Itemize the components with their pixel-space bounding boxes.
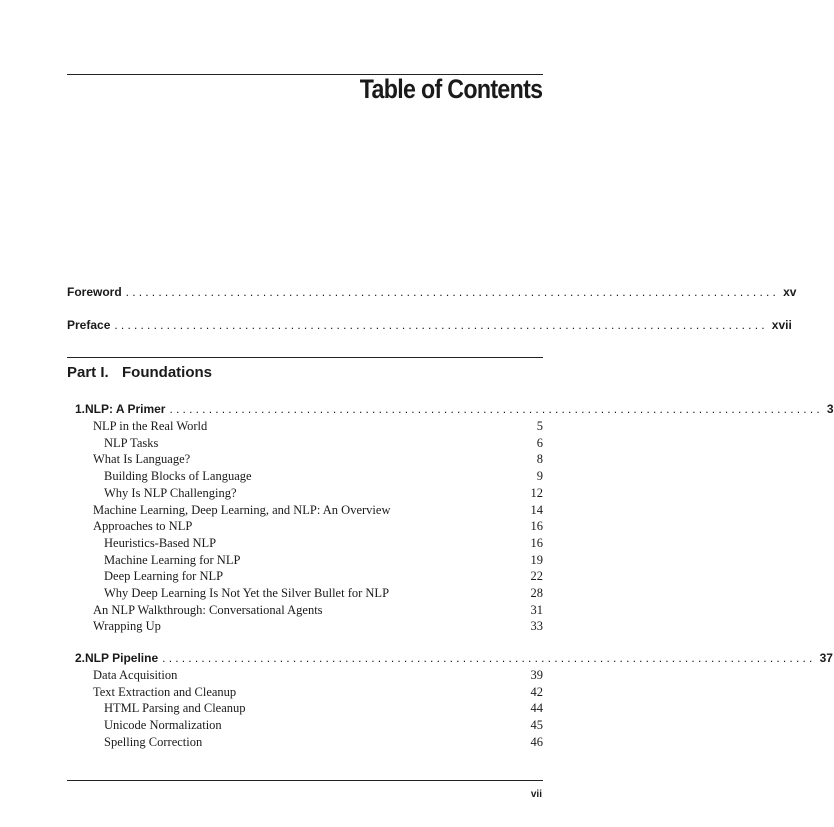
entry-title: Unicode Normalization bbox=[104, 718, 222, 733]
toc-entry[interactable] bbox=[93, 685, 543, 700]
entry-page: 12 bbox=[530, 485, 543, 500]
leader-dots: .................................................................................................... bbox=[162, 651, 816, 665]
entry-page: 16 bbox=[530, 535, 543, 550]
leader-dots: .................................................................................................... bbox=[169, 402, 823, 416]
chapter-page: 37 bbox=[819, 651, 833, 665]
entry-page: 42 bbox=[530, 684, 543, 699]
toc-entry[interactable] bbox=[104, 718, 543, 733]
toc-entry[interactable] bbox=[93, 419, 543, 434]
toc-entry[interactable] bbox=[93, 668, 543, 683]
toc-entry[interactable] bbox=[104, 469, 543, 484]
leader-dots: .................................................................................................... bbox=[114, 318, 768, 332]
preface-label: Preface bbox=[67, 318, 111, 332]
entry-title: Building Blocks of Language bbox=[104, 469, 252, 484]
leader-dots: .................................................................................................... bbox=[125, 285, 780, 299]
entry-page: 22 bbox=[530, 569, 543, 584]
entry-title: Heuristics-Based NLP bbox=[104, 535, 217, 550]
entry-page: 6 bbox=[536, 435, 543, 450]
part-rule bbox=[67, 357, 543, 358]
entry-title: Spelling Correction bbox=[104, 734, 203, 749]
entry-page: 33 bbox=[530, 619, 543, 634]
toc-foreword[interactable] bbox=[67, 285, 797, 299]
entry-page: 8 bbox=[536, 452, 543, 467]
entry-page: 44 bbox=[530, 701, 543, 716]
chapter-number: 2. bbox=[75, 651, 86, 665]
chapter-title: NLP Pipeline bbox=[85, 651, 159, 665]
part-name: Foundations bbox=[122, 364, 212, 381]
entry-title: Wrapping Up bbox=[93, 619, 161, 634]
toc-entry[interactable] bbox=[104, 536, 543, 551]
toc-entry[interactable] bbox=[93, 452, 543, 467]
entry-page: 5 bbox=[536, 419, 543, 433]
toc-entry[interactable] bbox=[93, 519, 543, 534]
entry-title: Text Extraction and Cleanup bbox=[93, 684, 237, 699]
entry-page: 9 bbox=[536, 469, 543, 484]
chapter-page: 3 bbox=[826, 402, 834, 416]
toc-entry[interactable] bbox=[104, 486, 543, 501]
entry-page: 14 bbox=[530, 502, 543, 517]
preface-page: xvii bbox=[771, 318, 792, 332]
entry-title: Machine Learning for NLP bbox=[104, 552, 241, 567]
toc-entry[interactable] bbox=[104, 553, 543, 568]
toc-entry[interactable] bbox=[104, 586, 543, 601]
entry-title: HTML Parsing and Cleanup bbox=[104, 701, 246, 716]
chapter-number: 1. bbox=[75, 402, 86, 416]
chapter-2-heading[interactable] bbox=[75, 651, 833, 665]
entry-title: NLP Tasks bbox=[104, 435, 159, 450]
entry-page: 16 bbox=[530, 519, 543, 534]
toc-entry[interactable] bbox=[104, 569, 543, 584]
toc-entry[interactable] bbox=[93, 603, 543, 618]
entry-page: 19 bbox=[530, 552, 543, 567]
entry-title: Data Acquisition bbox=[93, 668, 178, 682]
toc-entry[interactable] bbox=[104, 701, 543, 716]
entry-title: Machine Learning, Deep Learning, and NLP: An Overview bbox=[93, 502, 391, 517]
toc-entry[interactable] bbox=[104, 735, 543, 750]
bottom-rule bbox=[67, 780, 543, 781]
entry-title: Deep Learning for NLP bbox=[104, 569, 224, 584]
entry-title: An NLP Walkthrough: Conversational Agents bbox=[93, 602, 323, 617]
entry-page: 31 bbox=[530, 602, 543, 617]
page-title: Table of Contents bbox=[359, 74, 542, 104]
foreword-label: Foreword bbox=[67, 285, 122, 299]
entry-title: NLP in the Real World bbox=[93, 419, 208, 433]
toc-preface[interactable] bbox=[67, 318, 792, 332]
part-number: Part I. bbox=[67, 364, 109, 381]
toc-entry[interactable] bbox=[93, 619, 543, 634]
toc-entry[interactable] bbox=[93, 503, 543, 518]
entry-page: 46 bbox=[530, 734, 543, 749]
entry-page: 45 bbox=[530, 718, 543, 733]
chapter-title: NLP: A Primer bbox=[85, 402, 166, 416]
foreword-page: xv bbox=[783, 285, 797, 299]
entry-title: Why Is NLP Challenging? bbox=[104, 485, 237, 500]
entry-title: Why Deep Learning Is Not Yet the Silver Bullet for NLP bbox=[104, 586, 390, 600]
entry-page: 28 bbox=[530, 586, 543, 600]
toc-entry[interactable] bbox=[104, 436, 543, 451]
entry-page: 39 bbox=[530, 668, 543, 682]
page-number: vii bbox=[530, 789, 542, 800]
entry-title: What Is Language? bbox=[93, 452, 191, 467]
chapter-1-heading[interactable] bbox=[75, 402, 834, 416]
part-heading bbox=[67, 364, 212, 381]
entry-title: Approaches to NLP bbox=[93, 519, 193, 534]
